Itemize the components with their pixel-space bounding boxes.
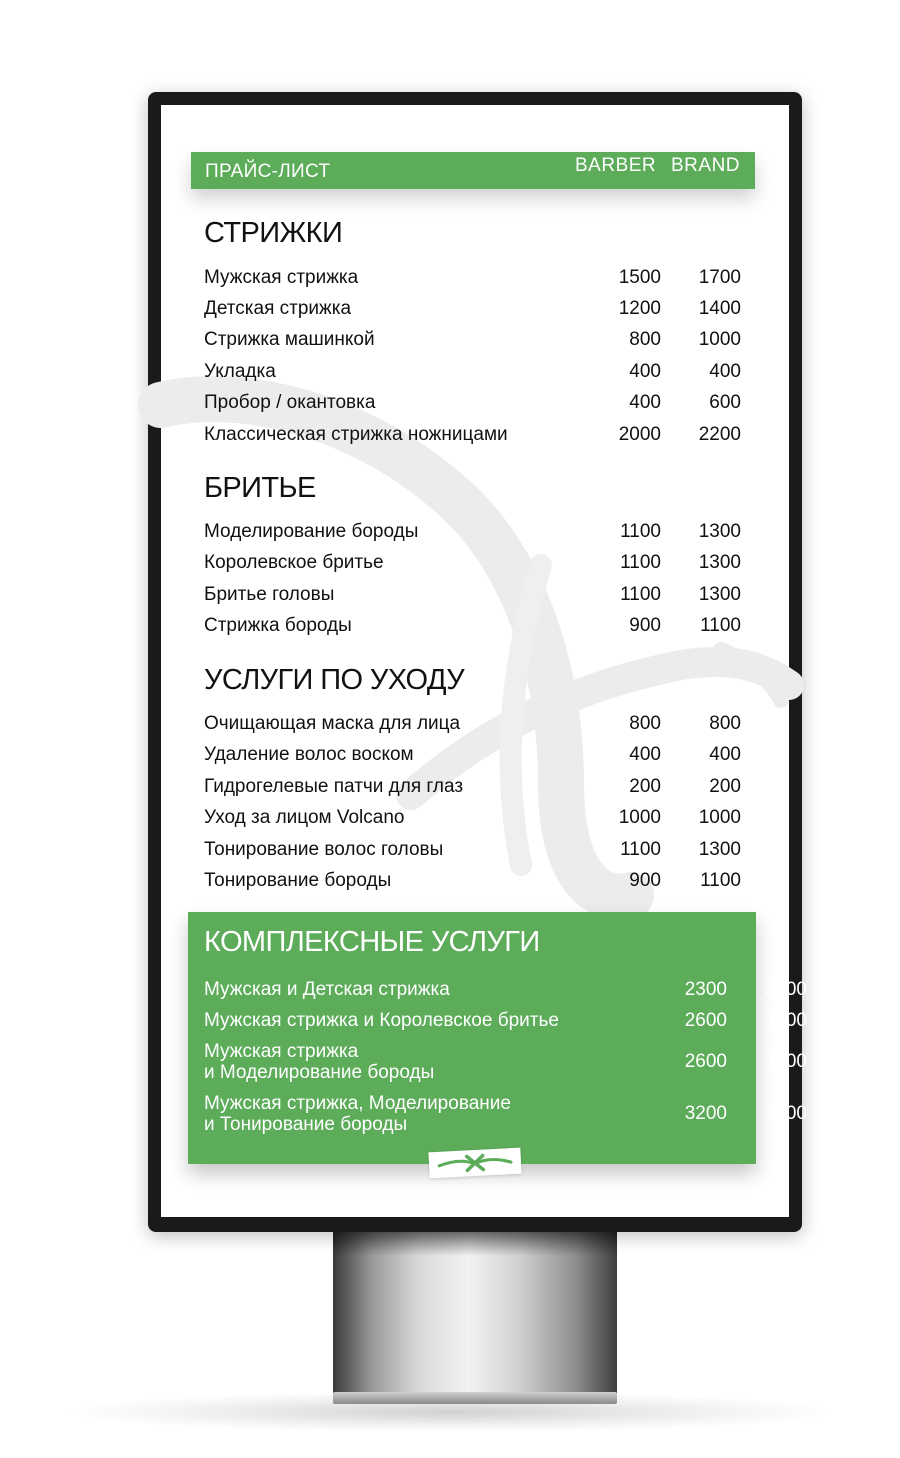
price-barber: 400 bbox=[629, 392, 661, 413]
service-name: Стрижка машинкой bbox=[204, 329, 375, 350]
price-barber: 1000 bbox=[618, 807, 661, 828]
price-barber: 900 bbox=[629, 615, 661, 636]
combo-service-name-line1: Мужская стрижка bbox=[204, 1041, 359, 1062]
price-brand: 1300 bbox=[698, 584, 741, 605]
price-barber: 1100 bbox=[620, 552, 661, 573]
price-list-header bbox=[191, 152, 755, 189]
price-barber: 2600 bbox=[684, 1010, 727, 1031]
price-barber: 200 bbox=[629, 776, 661, 797]
price-brand: 200 bbox=[709, 776, 741, 797]
service-name: Уход за лицом Volcano bbox=[204, 807, 405, 828]
price-barber: 1200 bbox=[618, 298, 661, 319]
section-title-combo-services: КОМПЛЕКСНЫЕ УСЛУГИ bbox=[204, 926, 540, 958]
price-barber: 2300 bbox=[684, 979, 727, 1000]
combo-service-name bbox=[204, 1093, 511, 1135]
price-row bbox=[204, 298, 744, 324]
combo-service-name-line1: Мужская стрижка, Моделирование bbox=[204, 1093, 511, 1114]
price-row bbox=[204, 870, 744, 896]
service-name: Королевское бритье bbox=[204, 552, 384, 573]
price-row bbox=[204, 392, 744, 418]
price-barber: 800 bbox=[629, 713, 661, 734]
price-barber: 800 bbox=[629, 329, 661, 350]
service-name: Моделирование бороды bbox=[204, 521, 419, 542]
service-name: Укладка bbox=[204, 361, 276, 382]
price-brand: 400 bbox=[709, 361, 741, 382]
price-brand: 3000 bbox=[764, 1051, 807, 1072]
combo-price-row bbox=[204, 1041, 807, 1083]
service-name: Гидрогелевые патчи для глаз bbox=[204, 776, 464, 797]
service-name: Пробор / окантовка bbox=[204, 392, 376, 413]
price-barber: 1500 bbox=[618, 267, 661, 288]
price-brand: 1400 bbox=[698, 298, 741, 319]
price-row bbox=[204, 713, 744, 739]
service-name: Бритье головы bbox=[204, 584, 335, 605]
price-barber: 2000 bbox=[618, 424, 661, 445]
combo-service-name-line2: и Моделирование бороды bbox=[204, 1062, 435, 1083]
price-row bbox=[204, 267, 744, 293]
price-brand: 800 bbox=[709, 713, 741, 734]
price-barber: 900 bbox=[629, 870, 661, 891]
price-list-screen bbox=[161, 105, 807, 1217]
combo-services-panel bbox=[188, 912, 807, 1164]
price-row bbox=[204, 552, 744, 578]
price-row bbox=[204, 424, 744, 450]
price-list-title: ПРАЙС-ЛИСТ bbox=[205, 161, 331, 182]
price-row bbox=[204, 807, 744, 833]
price-row bbox=[204, 744, 744, 770]
price-brand: 1000 bbox=[698, 807, 741, 828]
price-row bbox=[204, 361, 744, 387]
price-brand: 1300 bbox=[698, 839, 741, 860]
column-brand-label: BRAND bbox=[671, 155, 741, 176]
combo-service-name bbox=[204, 1041, 434, 1083]
price-brand: 2800 bbox=[764, 979, 807, 1000]
price-barber: 400 bbox=[629, 744, 661, 765]
combo-price-row bbox=[204, 1093, 807, 1135]
price-barber: 1100 bbox=[620, 839, 661, 860]
section-title-shaving: БРИТЬЕ bbox=[204, 472, 316, 504]
price-brand: 1100 bbox=[700, 615, 741, 636]
combo-service-name: Мужская и Детская стрижка bbox=[204, 979, 450, 1000]
section-title-haircuts: СТРИЖКИ bbox=[204, 217, 343, 249]
section-title-care-services: УСЛУГИ ПО УХОДУ bbox=[204, 664, 465, 696]
brand-mustache-icon bbox=[428, 1148, 521, 1179]
service-name: Детская стрижка bbox=[204, 298, 352, 319]
monitor-stand-base bbox=[333, 1392, 617, 1404]
price-row bbox=[204, 615, 744, 641]
combo-service-name-line2: и Тонирование бороды bbox=[204, 1114, 408, 1135]
price-brand: 1300 bbox=[698, 552, 741, 573]
service-name: Стрижка бороды bbox=[204, 615, 352, 636]
price-barber: 400 bbox=[629, 361, 661, 382]
price-barber: 1100 bbox=[620, 521, 661, 542]
price-barber: 1100 bbox=[620, 584, 661, 605]
price-row bbox=[204, 776, 744, 802]
price-brand: 600 bbox=[709, 392, 741, 413]
service-name: Классическая стрижка ножницами bbox=[204, 424, 508, 445]
price-brand: 2200 bbox=[698, 424, 741, 445]
price-barber: 3200 bbox=[684, 1103, 727, 1124]
price-row bbox=[204, 584, 744, 610]
price-row bbox=[204, 839, 744, 865]
price-brand: 3800 bbox=[764, 1103, 807, 1124]
price-brand: 3000 bbox=[764, 1010, 807, 1031]
service-name: Тонирование волос головы bbox=[204, 839, 444, 860]
monitor-stand bbox=[333, 1228, 617, 1396]
price-barber: 2600 bbox=[684, 1051, 727, 1072]
service-name: Мужская стрижка bbox=[204, 267, 359, 288]
service-name: Удаление волос воском bbox=[204, 744, 414, 765]
price-row bbox=[204, 329, 744, 355]
price-brand: 1300 bbox=[698, 521, 741, 542]
brand-logo-tag bbox=[428, 1148, 521, 1179]
column-barber-label: BARBER bbox=[575, 155, 657, 176]
service-name: Тонирование бороды bbox=[204, 870, 392, 891]
price-brand: 400 bbox=[709, 744, 741, 765]
combo-service-name: Мужская стрижка и Королевское бритье bbox=[204, 1010, 559, 1031]
service-name: Очищающая маска для лица bbox=[204, 713, 461, 734]
price-brand: 1000 bbox=[698, 329, 741, 350]
combo-price-row bbox=[204, 1010, 807, 1032]
price-brand: 1700 bbox=[698, 267, 741, 288]
price-brand: 1100 bbox=[700, 870, 741, 891]
price-row bbox=[204, 521, 744, 547]
combo-price-row bbox=[204, 979, 807, 1001]
